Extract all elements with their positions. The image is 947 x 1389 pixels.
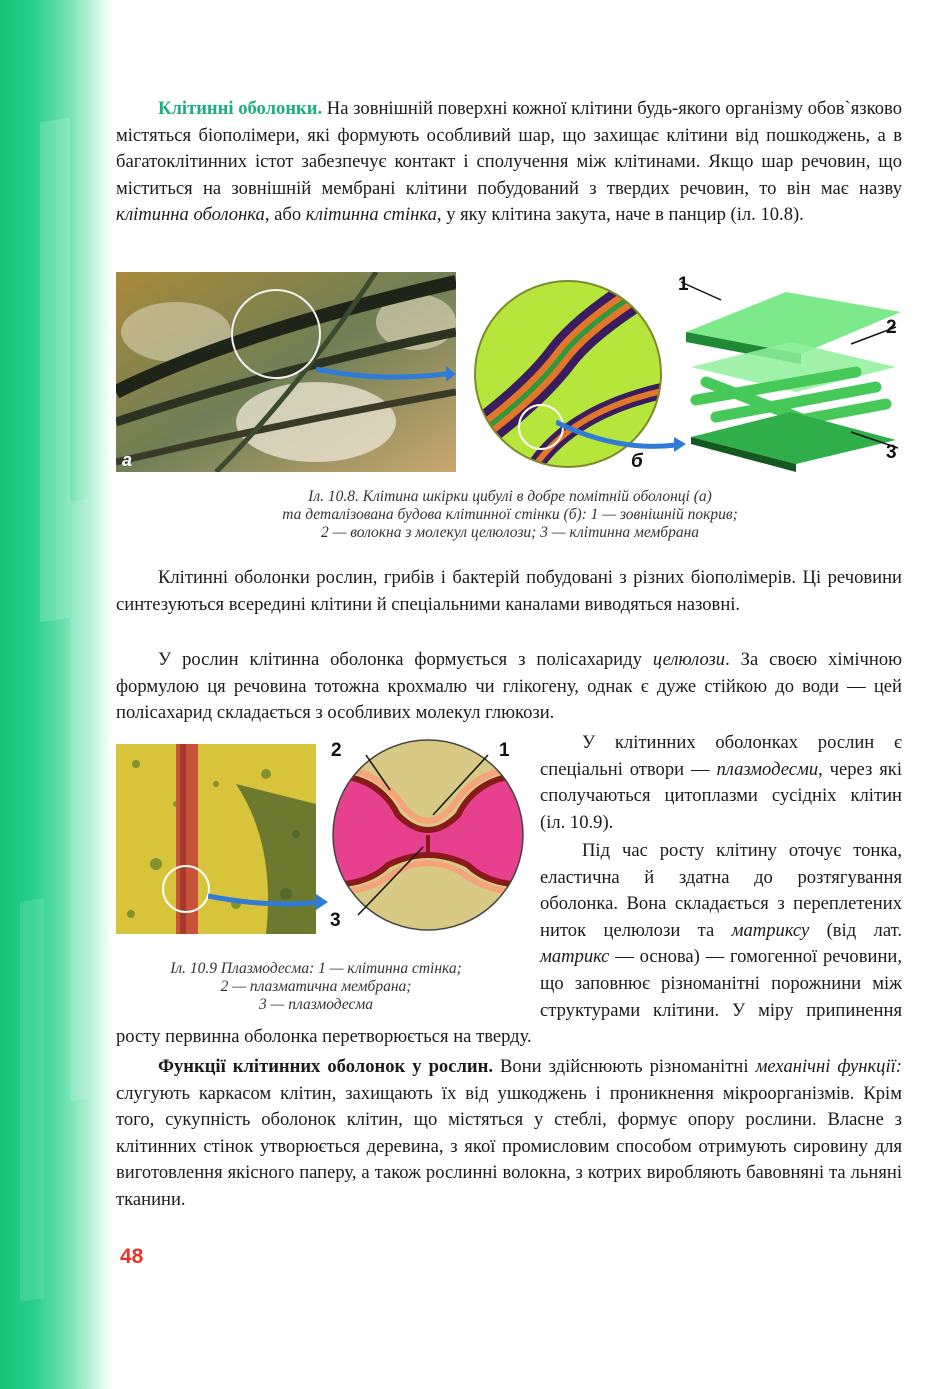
text-run: Вони здійснюють різноманітні — [492, 1056, 756, 1077]
functions-paragraph — [116, 1054, 902, 1214]
term: матриксу — [731, 919, 810, 941]
figure-label-b: б — [631, 451, 643, 472]
cell-wall-layers-diagram — [676, 272, 906, 472]
term: механічні функції: — [755, 1056, 902, 1077]
text-run: — основа) — гомогенної речовини, що заповнює різноманітні порожнини між структурами клітини. У міру припинення росту первинна оболонка перетворюється на тверду. — [116, 946, 902, 1048]
term: плазмодесми — [716, 758, 819, 780]
figure-10-8-caption — [190, 488, 830, 542]
section-heading: Клітинні оболонки. — [158, 98, 323, 119]
term: клітинна стінка — [305, 204, 437, 226]
text-run: У клітинних оболонках рослин є спеціальні отвори — — [540, 732, 902, 780]
sidebar-streak — [40, 118, 70, 622]
caption-line: 3 — плазмодесма — [258, 996, 374, 1013]
caption-line: 2 — плазматична мембрана; — [220, 978, 412, 995]
paragraph: Клітинні оболонки рослин, грибів і бактерій побудовані з різних біополімерів. Ці речовини синтезуються всередині клітини й спеціальними каналами виводяться назовні. — [116, 567, 902, 615]
sidebar-streak — [70, 499, 88, 1102]
callout-2: 2 — [886, 317, 897, 338]
float-spacer — [116, 838, 540, 1024]
text-run: , через які сполучаються цитоплазми сусідніх клітин (іл. 10.9). — [540, 758, 902, 833]
caption-line: та деталізована будова клітинної стінки (б): 1 — зовнішній покрив; — [282, 506, 738, 523]
connector-arrow — [556, 417, 686, 457]
paragraph — [540, 730, 902, 836]
text-run: Під час росту клітину оточує тонка, еластична й здатна до розтягування оболонка. Вона складається з переплетених ниток целюлози та — [540, 840, 902, 941]
caption-line: 2 — волокна з молекул целюлози; 3 — клітинна мембрана — [320, 524, 700, 541]
text-run: На зовнішній поверхні кожної клітини будь-якого організму обов`язково містяться біополімери, які формують особливий шар, що захищає клітини від пошкоджень, а в багатоклітинних істот забезпечує контакт і сполучення між клітинами. Якщо шар речовин, що міститься на зовнішній мембрані клітини побудований з твердих речовин, то він має назву — [116, 98, 902, 199]
text-run: слугують каркасом клітин, захищають їх від ушкоджень і проникнення мікроорганізмів. Крім того, сукупність оболонок клітин, що містяться у стеблі, формує опору рослини. Власне з клітинних стінок утворюється деревина, з якої промисловим способом отримують сировину для виготовлення якісного паперу, а також рослинні волокна, з котрих виробляють бавовняні та льняні тканини. — [116, 1082, 902, 1210]
page-number: 48 — [120, 1245, 144, 1268]
text-run: , або — [264, 204, 306, 226]
callout-1: 1 — [499, 740, 510, 761]
decorative-sidebar — [0, 0, 112, 1389]
paragraph — [116, 838, 902, 1051]
text-run: (від лат. — [809, 919, 902, 941]
text-run: У рослин клітинна оболонка формується з полісахариду — [158, 649, 653, 670]
term: целюлози — [652, 649, 726, 670]
term: клітинна оболонка — [116, 204, 265, 226]
figure-label-a: а — [122, 450, 133, 470]
callout-2: 2 — [331, 740, 342, 761]
sidebar-streak — [20, 898, 44, 1301]
callout-3: 3 — [886, 442, 897, 463]
connector-arrow — [316, 354, 456, 394]
callout-3: 3 — [330, 910, 341, 931]
paragraph — [116, 647, 902, 727]
text-run: . За своєю хімічною формулою ця речовина тотожна крохмалю чи глікогену, однак є дуже стійкою до води — цей полісахарид складається з особливих молекул глюкози. — [116, 649, 903, 724]
term: матрикс — [540, 946, 610, 968]
callout-1: 1 — [678, 274, 689, 295]
intro-paragraph — [116, 96, 902, 229]
caption-line: Іл. 10.9 Плазмодесма: 1 — клітинна стінка; — [170, 960, 462, 977]
figure-10-8 — [116, 272, 906, 477]
caption-line: Іл. 10.8. Клітина шкірки цибулі в добре помітній оболонці (а) — [308, 488, 712, 505]
section-heading: Функції клітинних оболонок у рослин. — [158, 1056, 493, 1077]
text-run: , у яку клітина закута, наче в панцир (іл. 10.8). — [436, 204, 804, 226]
